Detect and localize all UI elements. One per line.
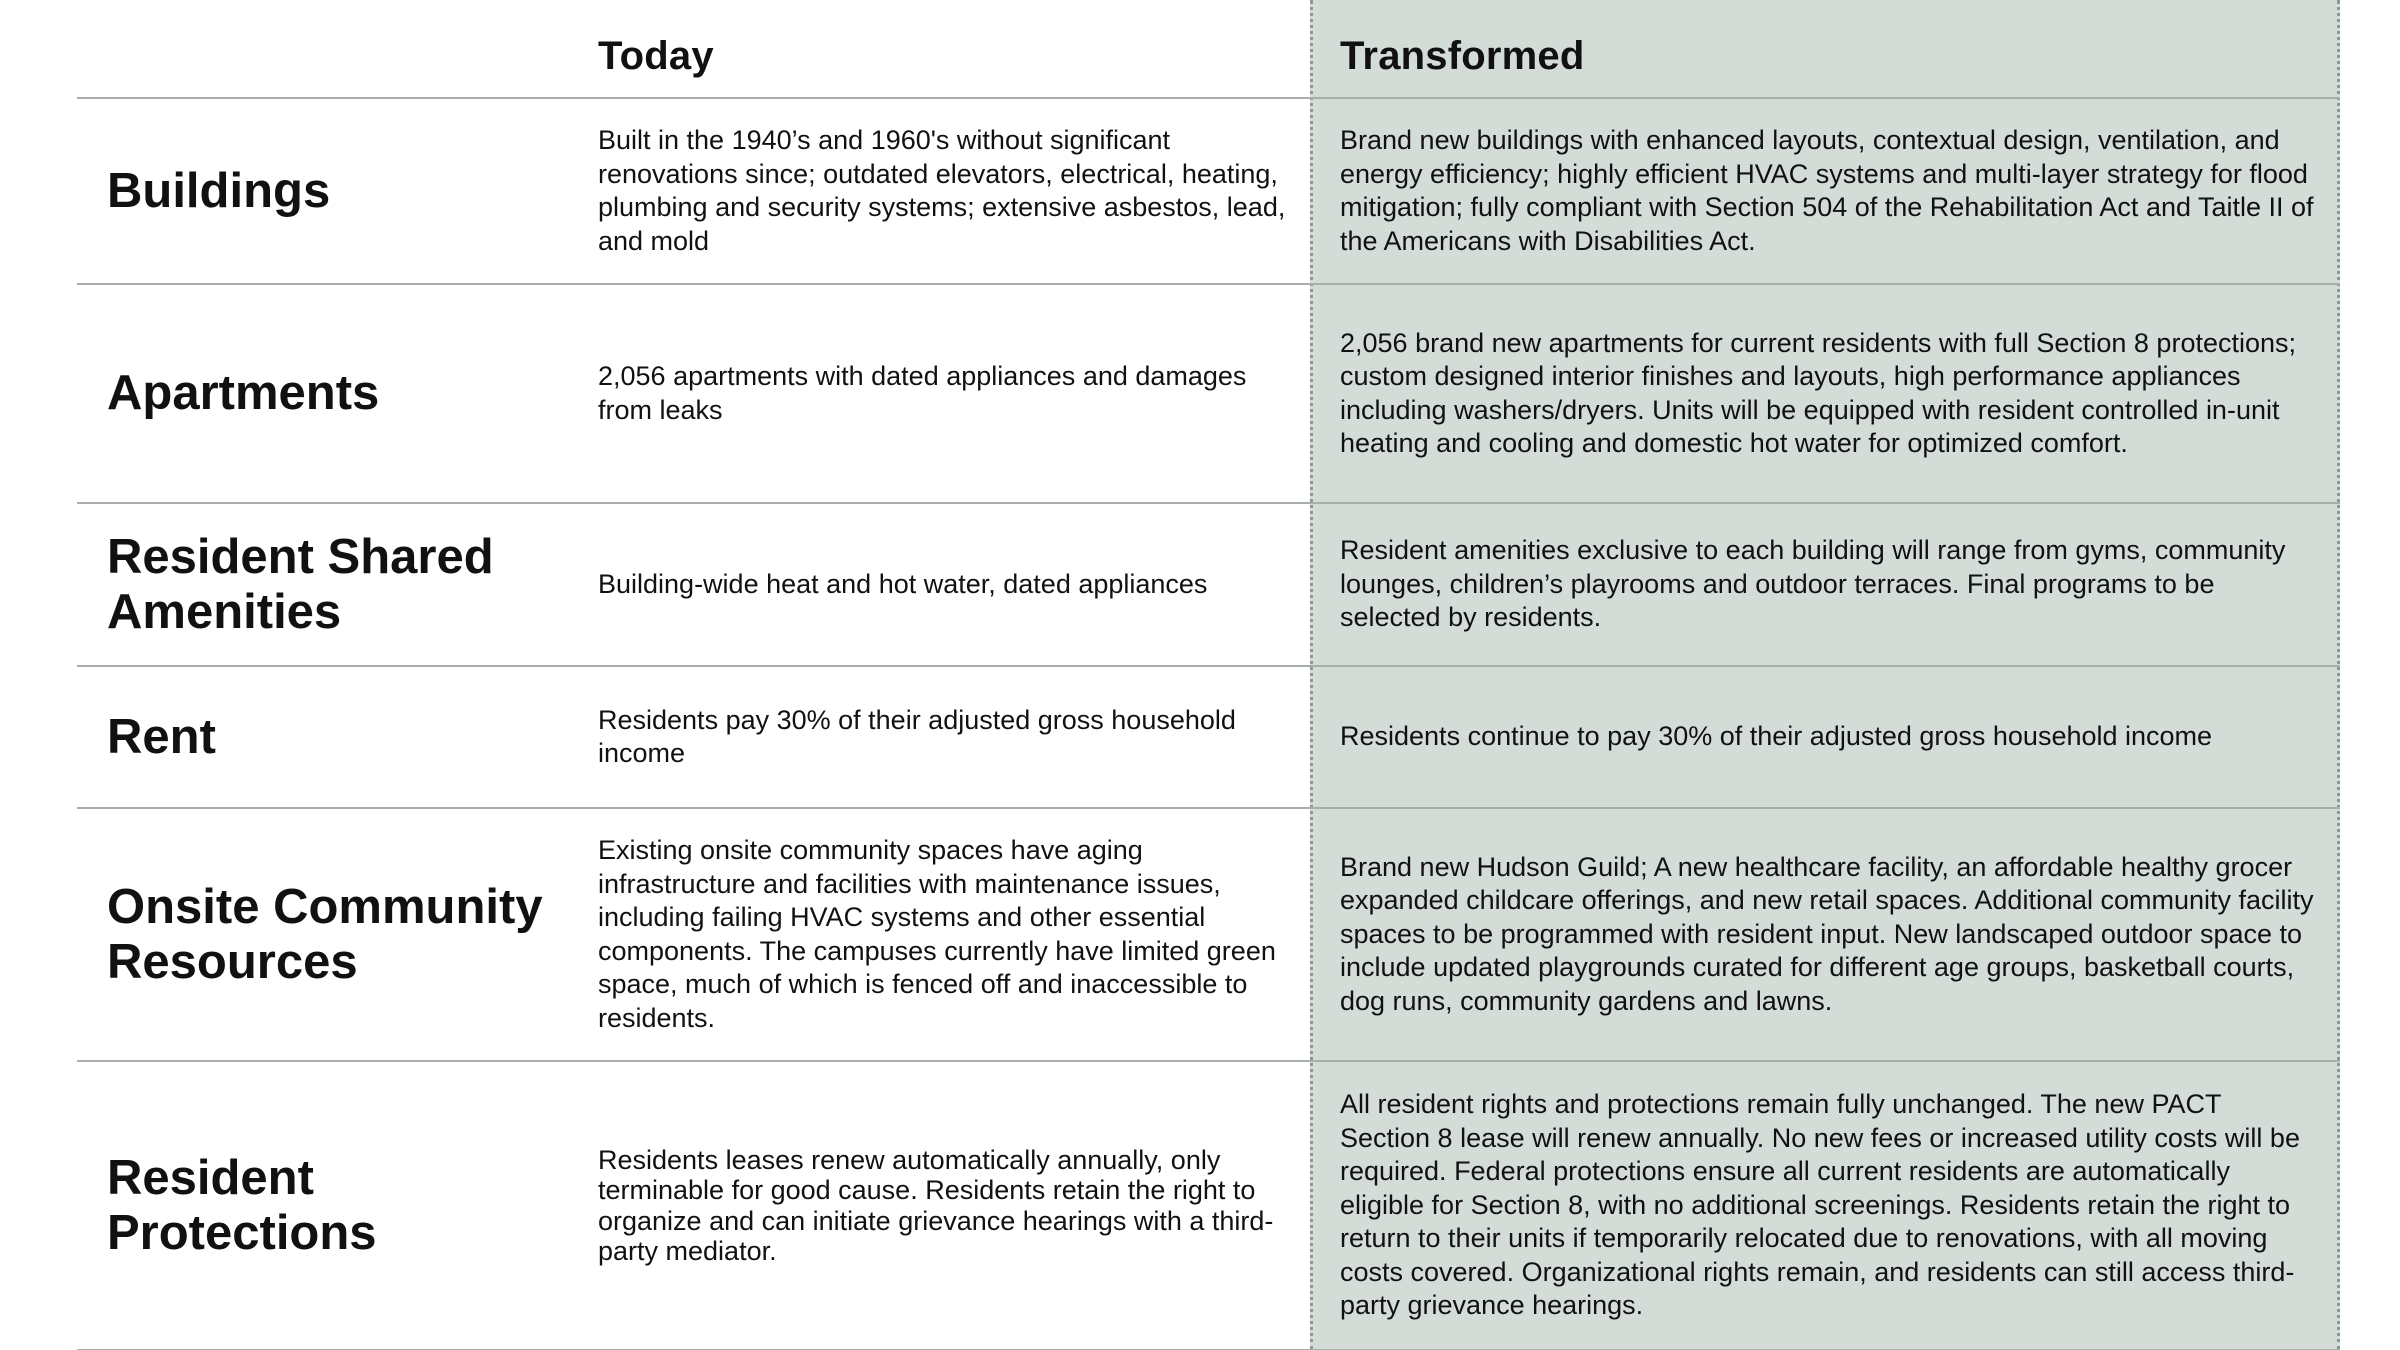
header-transformed: Transformed (1310, 0, 2340, 99)
transformed-buildings: Brand new buildings with enhanced layouts, contextual design, ventilation, and energy efficiency; highly efficient HVAC systems and multi-layer strategy for flood mitigation; fully compliant with Section 504 of the Rehabilitation Act and Taitle II of the Americans with Disabilities Act. (1310, 99, 2340, 285)
today-resident-protections: Residents leases renew automatically annually, only terminable for good cause. Residents retain the right to organize and can initiate grievance hearings with a third-party mediator. (590, 1062, 1310, 1350)
transformed-rent: Residents continue to pay 30% of their adjusted gross household income (1310, 667, 2340, 809)
today-apartments: 2,056 apartments with dated appliances and damages from leaks (590, 285, 1310, 504)
row-label-apartments: Apartments (77, 285, 590, 504)
today-community-resources: Existing onsite community spaces have aging infrastructure and facilities with maintenance issues, including failing HVAC systems and other essential components. The campuses currently have limited green space, much of which is fenced off and inaccessible to residents. (590, 809, 1310, 1062)
comparison-table (77, 0, 2340, 1350)
header-blank (77, 0, 590, 99)
row-label-shared-amenities: Resident Shared Amenities (77, 504, 590, 667)
row-label-buildings: Buildings (77, 99, 590, 285)
row-label-rent: Rent (77, 667, 590, 809)
header-today: Today (590, 0, 1310, 99)
today-shared-amenities: Building-wide heat and hot water, dated appliances (590, 504, 1310, 667)
transformed-resident-protections: All resident rights and protections remain fully unchanged. The new PACT Section 8 lease will renew annually. No new fees or increased utility costs will be required. Federal protections ensure all current residents are automatically eligible for Section 8, with no additional screenings. Residents retain the right to return to their units if temporarily relocated due to renovations, with all moving costs covered. Organizational rights remain, and residents can still access third-party grievance hearings. (1310, 1062, 2340, 1350)
transformed-apartments: 2,056 brand new apartments for current residents with full Section 8 protections; custom designed interior finishes and layouts, high performance appliances including washers/dryers. Units will be equipped with resident controlled in-unit heating and cooling and domestic hot water for optimized comfort. (1310, 285, 2340, 504)
row-label-resident-protections: Resident Protections (77, 1062, 590, 1350)
today-buildings: Built in the 1940’s and 1960's without significant renovations since; outdated elevators, electrical, heating, plumbing and security systems; extensive asbestos, lead, and mold (590, 99, 1310, 285)
today-rent: Residents pay 30% of their adjusted gross household income (590, 667, 1310, 809)
transformed-community-resources: Brand new Hudson Guild; A new healthcare facility, an affordable healthy grocer expanded childcare offerings, and new retail spaces. Additional community facility spaces to be programmed with resident input. New landscaped outdoor space to include updated playgrounds curated for different age groups, basketball courts, dog runs, community gardens and lawns. (1310, 809, 2340, 1062)
row-label-community-resources: Onsite Community Resources (77, 809, 590, 1062)
transformed-shared-amenities: Resident amenities exclusive to each building will range from gyms, community lounges, children’s playrooms and outdoor terraces. Final programs to be selected by residents. (1310, 504, 2340, 667)
